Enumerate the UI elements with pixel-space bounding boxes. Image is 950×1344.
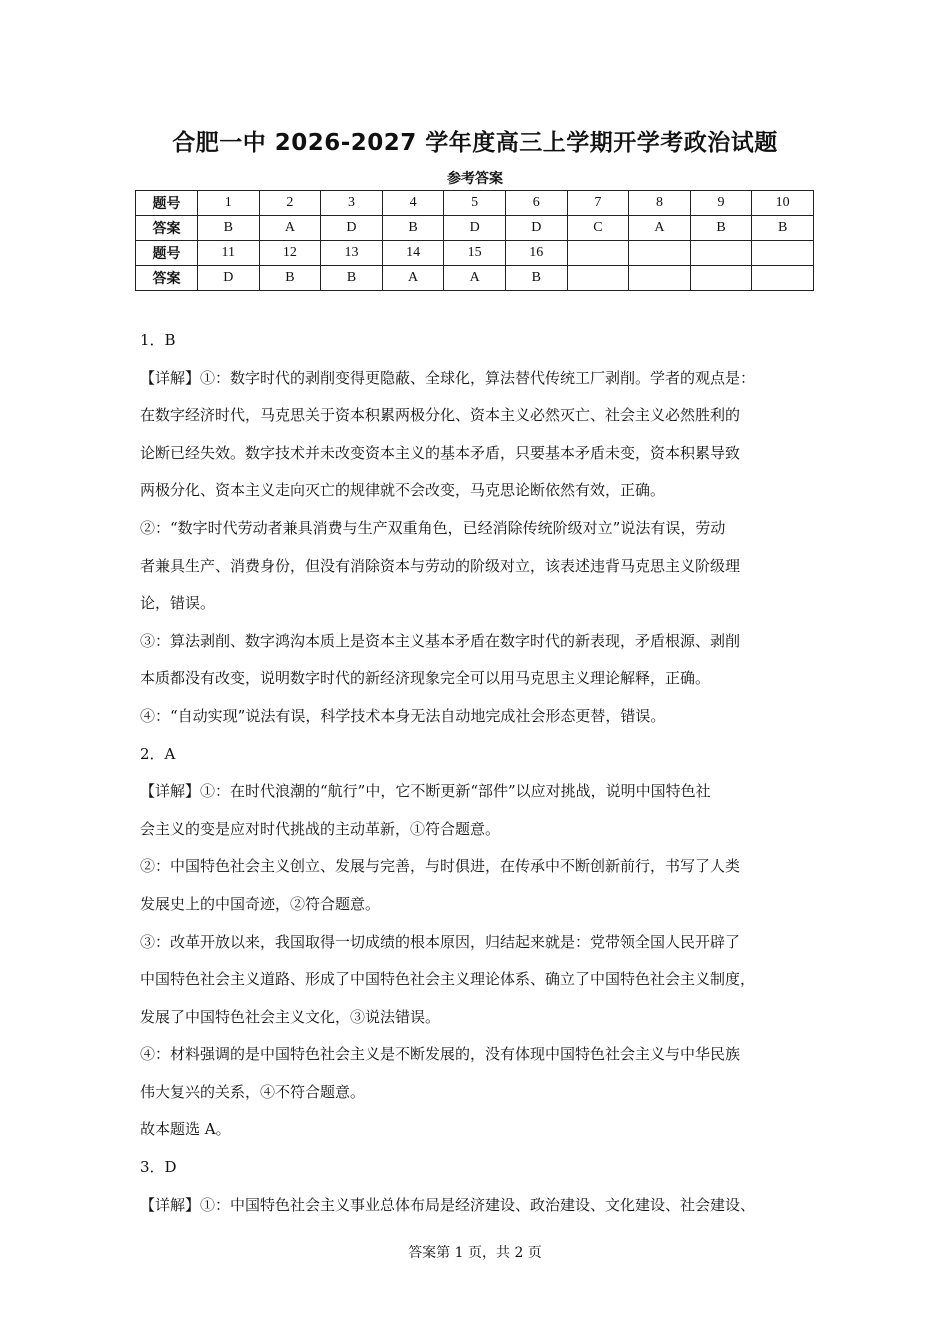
explanation-line: 两极分化、资本主义走向灭亡的规律就不会改变，马克思论断依然有效，正确。 xyxy=(140,481,666,500)
question-number-cell: 10 xyxy=(752,191,814,216)
answer-cell xyxy=(567,266,629,291)
number-row xyxy=(136,191,814,216)
answer-cell xyxy=(690,266,752,291)
question-number-cell xyxy=(752,241,814,266)
number-row xyxy=(136,241,814,266)
question-number-cell: 7 xyxy=(567,191,629,216)
page-footer: 答案第 1 页，共 2 页 xyxy=(408,1245,542,1261)
question-number-cell: 3 xyxy=(321,191,383,216)
question-number-cell: 12 xyxy=(259,241,321,266)
explanation-line: ③：算法剥削、数字鸿沟本质上是资本主义基本矛盾在数字时代的新表现，矛盾根源、剥削 xyxy=(140,631,741,650)
question-number-cell: 6 xyxy=(505,191,567,216)
explanation-line: ④：“自动实现”说法有误，科学技术本身无法自动地完成社会形态更替，错误。 xyxy=(140,706,666,725)
explanation-line: 者兼具生产、消费身份，但没有消除资本与劳动的阶级对立，该表述违背马克思主义阶级理 xyxy=(140,556,741,575)
document-title: 合肥一中 2026-2027 学年度高三上学期开学考政治试题 xyxy=(172,130,778,156)
explanation-line: 故本题选 A。 xyxy=(140,1120,231,1139)
answer-table xyxy=(135,190,814,291)
question-number-cell xyxy=(629,241,691,266)
answer-cell: A xyxy=(629,216,691,241)
explanation-line: ③：改革开放以来，我国取得一切成绩的根本原因，归结起来就是：党带领全国人民开辟了 xyxy=(140,932,741,951)
question-answer-heading: 2．A xyxy=(140,744,176,763)
explanation-line: 伟大复兴的关系，④不符合题意。 xyxy=(140,1082,366,1101)
explanation-line: ②：中国特色社会主义创立、发展与完善，与时俱进，在传承中不断创新前行，书写了人类 xyxy=(140,857,741,876)
explanation-line: 本质都没有改变，说明数字时代的新经济现象完全可以用马克思主义理论解释，正确。 xyxy=(140,669,711,688)
answer-cell: A xyxy=(382,266,444,291)
question-number-cell: 1 xyxy=(198,191,260,216)
answer-cell: A xyxy=(444,266,506,291)
question-number-cell: 8 xyxy=(629,191,691,216)
answer-cell: C xyxy=(567,216,629,241)
question-number-cell xyxy=(567,241,629,266)
answer-explanations xyxy=(140,322,820,1224)
question-number-cell: 5 xyxy=(444,191,506,216)
explanation-line: 【详解】①：中国特色社会主义事业总体布局是经济建设、政治建设、文化建设、社会建设、 xyxy=(140,1195,756,1214)
answer-cell: B xyxy=(505,266,567,291)
question-number-cell: 11 xyxy=(198,241,260,266)
answer-cell: B xyxy=(690,216,752,241)
explanation-line: 论断已经失效。数字技术并未改变资本主义的基本矛盾，只要基本矛盾未变，资本积累导致 xyxy=(140,443,741,462)
answer-cell xyxy=(752,266,814,291)
answer-cell: D xyxy=(198,266,260,291)
answer-cell: B xyxy=(259,266,321,291)
question-number-cell xyxy=(690,241,752,266)
document-subtitle: 参考答案 xyxy=(447,171,503,187)
answer-cell: D xyxy=(321,216,383,241)
answer-cell: B xyxy=(321,266,383,291)
answer-row xyxy=(136,216,814,241)
answer-cell: D xyxy=(444,216,506,241)
answer-row xyxy=(136,266,814,291)
explanation-line: 中国特色社会主义道路、形成了中国特色社会主义理论体系、确立了中国特色社会主义制度， xyxy=(140,970,756,989)
question-number-cell: 9 xyxy=(690,191,752,216)
explanation-line: 在数字经济时代，马克思关于资本积累两极分化、资本主义必然灭亡、社会主义必然胜利的 xyxy=(140,406,741,425)
answer-cell: B xyxy=(752,216,814,241)
explanation-line: 发展了中国特色社会主义文化，③说法错误。 xyxy=(140,1007,441,1026)
question-number-cell: 15 xyxy=(444,241,506,266)
explanation-line: 【详解】①：数字时代的剥削变得更隐蔽、全球化，算法替代传统工厂剥削。学者的观点是： xyxy=(140,368,756,387)
question-number-cell: 13 xyxy=(321,241,383,266)
row-label: 题号 xyxy=(136,241,198,266)
question-number-cell: 2 xyxy=(259,191,321,216)
answer-cell xyxy=(629,266,691,291)
question-answer-heading: 1．B xyxy=(140,331,176,349)
explanation-line: 会主义的变是应对时代挑战的主动革新，①符合题意。 xyxy=(140,819,501,838)
explanation-line: ②：“数字时代劳动者兼具消费与生产双重角色，已经消除传统阶级对立”说法有误，劳动 xyxy=(140,518,726,537)
explanation-line: ④：材料强调的是中国特色社会主义是不断发展的，没有体现中国特色社会主义与中华民族 xyxy=(140,1045,741,1064)
row-label: 答案 xyxy=(136,266,198,291)
explanation-line: 论，错误。 xyxy=(140,594,216,613)
question-number-cell: 14 xyxy=(382,241,444,266)
row-label: 答案 xyxy=(136,216,198,241)
explanation-line: 发展史上的中国奇迹，②符合题意。 xyxy=(140,894,381,913)
answer-cell: D xyxy=(505,216,567,241)
answer-cell: A xyxy=(259,216,321,241)
explanation-line: 【详解】①：在时代浪潮的“航行”中，它不断更新“部件”以应对挑战，说明中国特色社 xyxy=(140,782,711,801)
answer-cell: B xyxy=(382,216,444,241)
question-number-cell: 16 xyxy=(505,241,567,266)
question-answer-heading: 3．D xyxy=(140,1158,177,1177)
question-number-cell: 4 xyxy=(382,191,444,216)
answer-cell: B xyxy=(198,216,260,241)
row-label: 题号 xyxy=(136,191,198,216)
